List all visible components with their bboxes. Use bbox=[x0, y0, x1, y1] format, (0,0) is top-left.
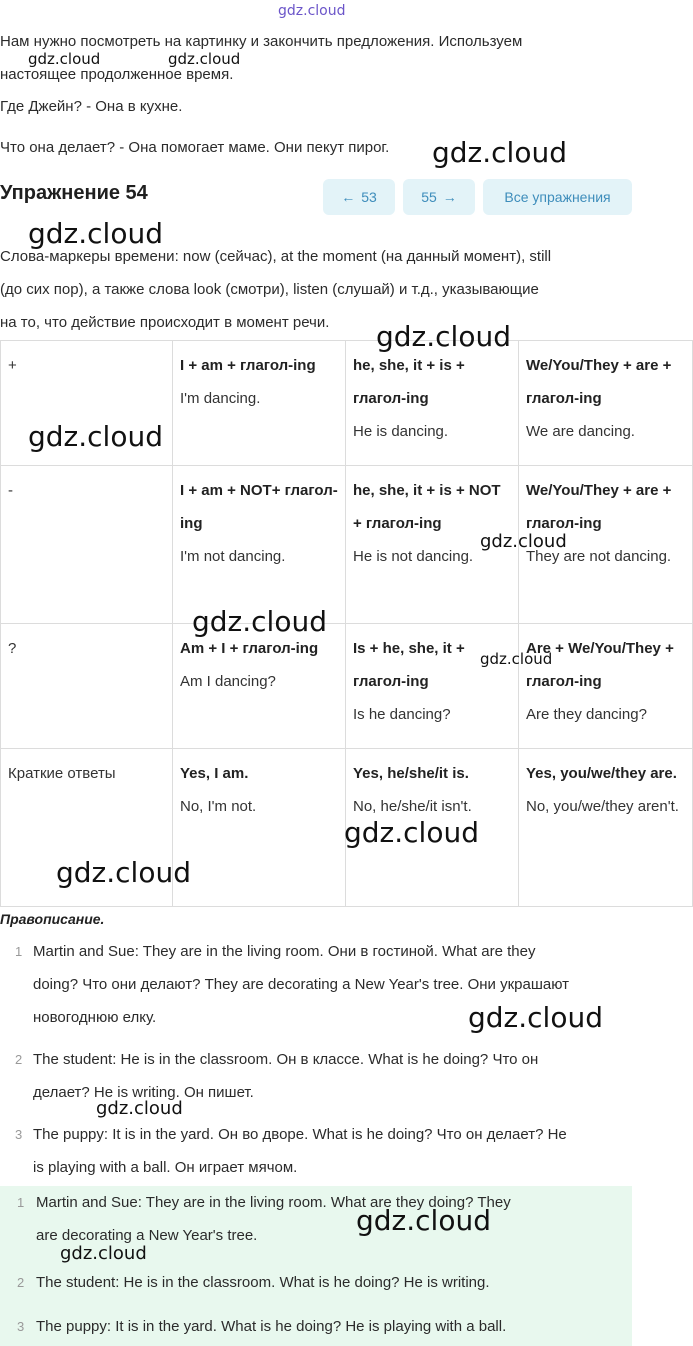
rule-text: I + am + глагол-ing bbox=[180, 357, 316, 374]
watermark: gdz.cloud bbox=[432, 136, 567, 169]
watermark: gdz.cloud bbox=[376, 320, 511, 353]
table-row-question bbox=[1, 624, 693, 749]
spelling-heading: Правописание. bbox=[0, 911, 105, 927]
item-line: новогоднюю елку. bbox=[33, 1009, 157, 1026]
item-line: is playing with a ball. Он играет мячом. bbox=[33, 1159, 298, 1176]
example-text: We are dancing. bbox=[526, 423, 635, 440]
item-line: The puppy: It is in the yard. Он во дворе. What is he doing? Что он делает? He bbox=[33, 1126, 567, 1143]
rule-text: Are + We/You/They + глагол-ing bbox=[526, 640, 674, 690]
list-item bbox=[0, 1310, 632, 1343]
example-text: Are they dancing? bbox=[526, 706, 647, 723]
item-line: The student: He is in the classroom. Он в классе. What is he doing? Что он bbox=[33, 1051, 539, 1068]
watermark: gdz.cloud bbox=[192, 605, 327, 638]
item-line: The puppy: It is in the yard. What is he doing? He is playing with a ball. bbox=[36, 1318, 507, 1335]
item-line: are decorating a New Year's tree. bbox=[36, 1227, 258, 1244]
watermark: gdz.cloud bbox=[344, 816, 479, 849]
watermark: gdz.cloud bbox=[480, 650, 553, 668]
watermark: gdz.cloud bbox=[56, 856, 191, 889]
row-label: + bbox=[1, 341, 173, 466]
item-line: Martin and Sue: They are in the living room. Они в гостиной. What are they bbox=[33, 943, 536, 960]
table-cell bbox=[519, 749, 693, 907]
intro-line-3: Где Джейн? - Она в кухне. bbox=[0, 98, 183, 115]
rule-text: he, she, it + is + глагол-ing bbox=[353, 357, 465, 407]
row-label: - bbox=[1, 466, 173, 624]
next-exercise-label: 55 bbox=[421, 189, 437, 205]
item-number: 1 bbox=[17, 1195, 25, 1210]
item-line: doing? Что они делают? They are decorating a New Year's tree. Они украшают bbox=[33, 976, 570, 993]
rule-text: Yes, I am. bbox=[180, 765, 249, 782]
table-row-negative bbox=[1, 466, 693, 624]
table-cell bbox=[173, 624, 346, 749]
markers-line-3: на то, что действие происходит в момент речи. bbox=[0, 314, 330, 331]
table-cell bbox=[519, 624, 693, 749]
arrow-left-icon: ← bbox=[341, 189, 356, 205]
table-cell bbox=[173, 466, 346, 624]
watermark: gdz.cloud bbox=[96, 1098, 183, 1119]
watermark: gdz.cloud bbox=[60, 1243, 147, 1264]
watermark: gdz.cloud bbox=[468, 1001, 603, 1034]
table-cell bbox=[173, 341, 346, 466]
list-item bbox=[0, 1118, 632, 1184]
watermark: gdz.cloud bbox=[168, 50, 241, 68]
item-line: делает? He is writing. Он пишет. bbox=[33, 1084, 254, 1101]
table-cell bbox=[173, 749, 346, 907]
intro-line-1: Нам нужно посмотреть на картинку и закончить предложения. Используем bbox=[0, 33, 523, 50]
list-item bbox=[0, 1043, 632, 1109]
exercise-title: Упражнение 54 bbox=[0, 182, 148, 204]
watermark-top: gdz.cloud bbox=[278, 3, 346, 19]
example-text: No, I'm not. bbox=[180, 798, 257, 815]
all-exercises-button[interactable] bbox=[483, 179, 632, 215]
translated-answer-list bbox=[0, 935, 632, 1184]
example-text: Is he dancing? bbox=[353, 706, 451, 723]
item-number: 3 bbox=[15, 1127, 23, 1142]
item-line: The student: He is in the classroom. What is he doing? He is writing. bbox=[36, 1274, 490, 1291]
watermark: gdz.cloud bbox=[28, 50, 101, 68]
watermark: gdz.cloud bbox=[28, 420, 163, 453]
next-exercise-button[interactable] bbox=[403, 179, 475, 215]
watermark: gdz.cloud bbox=[356, 1204, 491, 1237]
rule-text: Yes, you/we/they are. bbox=[526, 765, 677, 782]
prev-exercise-button[interactable] bbox=[323, 179, 395, 215]
markers-line-2: (до сих пор), а также слова look (смотри), listen (слушай) и т.д., указывающие bbox=[0, 281, 539, 298]
row-label: ? bbox=[1, 624, 173, 749]
table-cell bbox=[346, 341, 519, 466]
example-text: They are not dancing. bbox=[526, 548, 672, 565]
example-text: He is not dancing. bbox=[353, 548, 474, 565]
watermark: gdz.cloud bbox=[28, 217, 163, 250]
rule-text: Yes, he/she/it is. bbox=[353, 765, 469, 782]
rule-text: We/You/They + are + глагол-ing bbox=[526, 482, 672, 532]
intro-line-2: настоящее продолженное время. bbox=[0, 66, 234, 83]
rule-text: Am + I + глагол-ing bbox=[180, 640, 319, 657]
watermark: gdz.cloud bbox=[480, 531, 567, 552]
rule-text: We/You/They + are + глагол-ing bbox=[526, 357, 672, 407]
example-text: No, you/we/they aren't. bbox=[526, 798, 679, 815]
item-number: 1 bbox=[15, 944, 23, 959]
item-number: 2 bbox=[15, 1052, 23, 1067]
answer-block bbox=[0, 1186, 632, 1346]
item-number: 2 bbox=[17, 1275, 25, 1290]
example-text: He is dancing. bbox=[353, 423, 449, 440]
example-text: I'm not dancing. bbox=[180, 548, 286, 565]
all-exercises-label: Все упражнения bbox=[504, 189, 611, 205]
item-number: 3 bbox=[17, 1319, 25, 1334]
rule-text: I + am + NOT+ глагол-ing bbox=[180, 482, 338, 532]
rule-text: Is + he, she, it + глагол-ing bbox=[353, 640, 465, 690]
row-label: Краткие ответы bbox=[1, 749, 173, 907]
markers-line-1: Слова-маркеры времени: now (сейчас), at the moment (на данный момент), still bbox=[0, 248, 552, 265]
prev-exercise-label: 53 bbox=[361, 189, 377, 205]
table-cell bbox=[519, 341, 693, 466]
item-line: Martin and Sue: They are in the living room. What are they doing? They bbox=[36, 1194, 511, 1211]
example-text: No, he/she/it isn't. bbox=[353, 798, 472, 815]
list-item bbox=[0, 1266, 632, 1299]
intro-line-4: Что она делает? - Она помогает маме. Они пекут пирог. bbox=[0, 139, 390, 156]
example-text: I'm dancing. bbox=[180, 390, 261, 407]
example-text: Am I dancing? bbox=[180, 673, 276, 690]
table-cell bbox=[346, 624, 519, 749]
rule-text: he, she, it + is + NOT + глагол-ing bbox=[353, 482, 501, 532]
arrow-right-icon: → bbox=[442, 189, 457, 205]
